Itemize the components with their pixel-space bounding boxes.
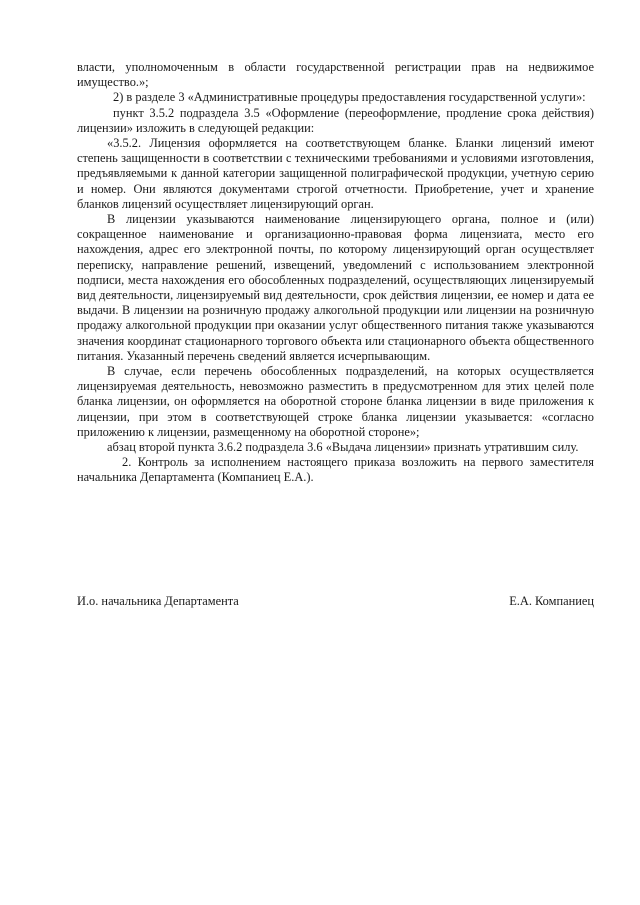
- paragraph-continuation: власти, уполномоченным в области государственной регистрации прав на недвижимое имущество.»;: [77, 60, 594, 90]
- paragraph-license-form: «3.5.2. Лицензия оформляется на соответствующем бланке. Бланки лицензий имеют степень защищенности в соответствии с техническими требованиями и условиями изготовления, предъявляемыми к данной категории защищенной полиграфической продукции, учетную серию и номер. Они являются документами строгой отчетности. Приобретение, учет и хранение бланков лицензий осуществляет лицензирующий орган.: [77, 136, 594, 211]
- paragraph-control: 2. Контроль за исполнением настоящего приказа возложить на первого заместителя начальника Департамента (Компаниец Е.А.).: [77, 455, 594, 485]
- paragraph-separate-divisions: В случае, если перечень обособленных подразделений, на которых осуществляется лицензируемая деятельность, невозможно разместить в предусмотренном для этих целей поле бланка лицензии, он оформляется на оборотной стороне бланка лицензии в виде приложения к лицензии, при этом в соответствующей строке бланка лицензии указывается: «согласно приложению к лицензии, размещенному на оборотной стороне»;: [77, 364, 594, 439]
- signatory-position: И.о. начальника Департамента: [77, 594, 239, 608]
- paragraph-void-clause: абзац второй пункта 3.6.2 подраздела 3.6 «Выдача лицензии» признать утратившим силу.: [107, 440, 579, 455]
- signatory-name: Е.А. Компаниец: [509, 594, 594, 608]
- paragraph-section-3: 2) в разделе 3 «Административные процедуры предоставления государственной услуги»:: [113, 90, 586, 105]
- paragraph-item-3-5-2: пункт 3.5.2 подраздела 3.5 «Оформление (переоформление, продление срока действия) лицензии» изложить в следующей редакции:: [77, 105, 594, 135]
- document-body: [77, 60, 594, 486]
- signature-block: [77, 594, 594, 609]
- paragraph-license-contents: В лицензии указываются наименование лицензирующего органа, полное и (или) сокращенное наименование и организационно-правовая форма лицензиата, место его нахождения, адрес его электронной почты, по которому лицензирующий орган осуществляет переписку, направление решений, извещений, уведомлений с использованием электронной подписи, места нахождения его обособленных подразделений, осуществляющих лицензируемый вид деятельности, лицензируемый вид деятельности, срок действия лицензии, ее номер и дата ее выдачи. В лицензии на розничную продажу алкогольной продукции или лицензии на розничную продажу алкогольной продукции при оказании услуг общественного питания также указываются значения координат стационарного торгового объекта или стационарного объекта общественного питания. Указанный перечень сведений является исчерпывающим.: [77, 212, 594, 363]
